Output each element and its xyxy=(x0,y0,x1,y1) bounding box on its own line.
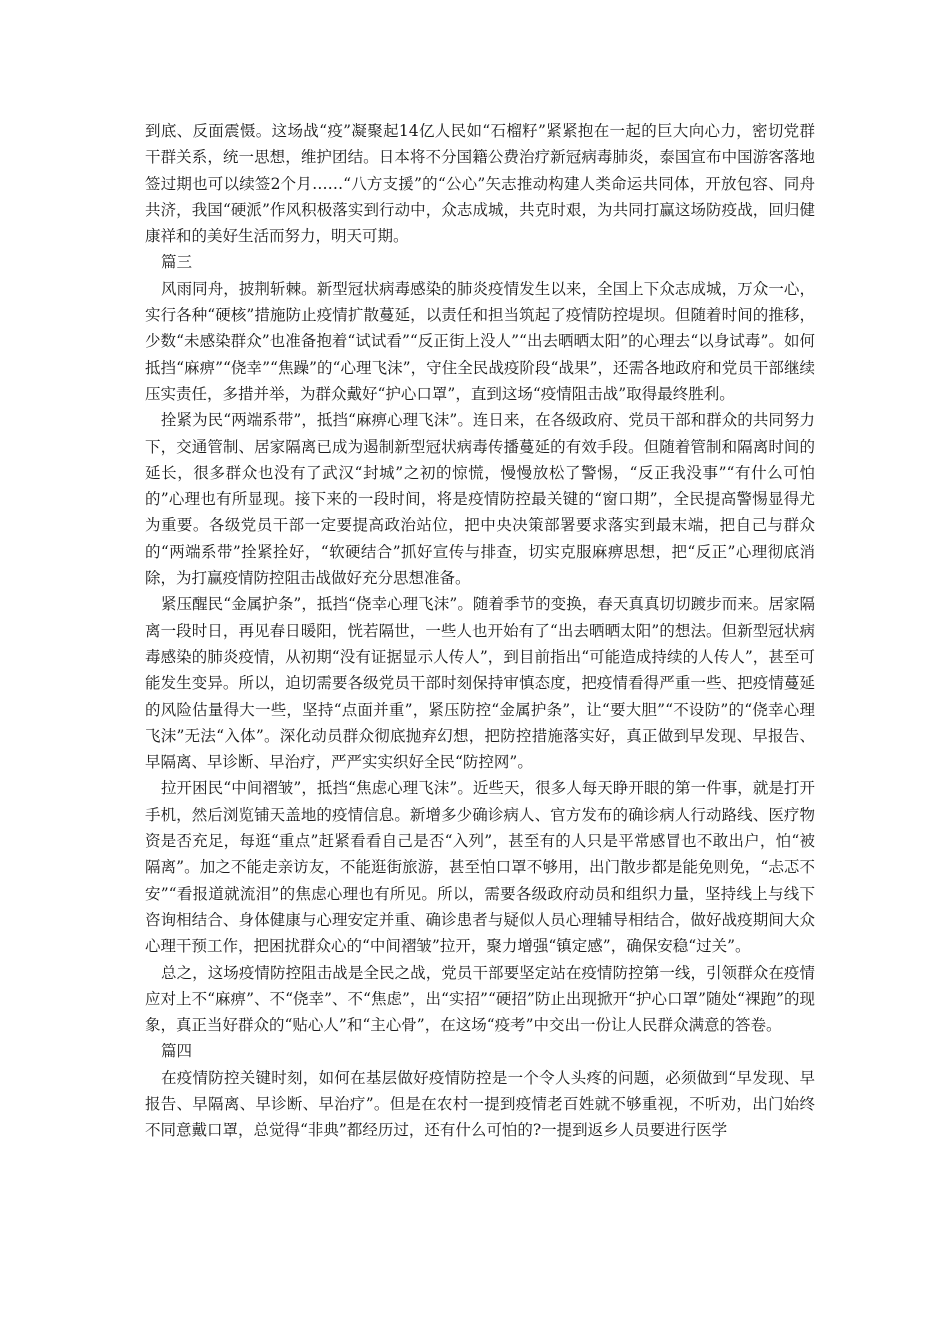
document-page xyxy=(145,118,815,1144)
paragraph-anxiety: 拉开困民“中间褶皱”，抵挡“焦虑心理飞沫”。近些天，很多人每天睁开眼的第一件事，就是打开手机，然后浏览铺天盖地的疫情信息。新增多少确诊病人、官方发布的确诊病人行动路线、医疗物资是否充足，每逛“重点”赶紧看看自己是否“入列”，甚至有的人只是平常感冒也不敢出户，怕“被隔离”。加之不能走亲访友，不能逛街旅游，甚至怕口罩不够用，出门散步都是能免则免，“忐忑不安”“看报道就流泪”的焦虑心理也有所见。所以，需要各级政府动员和组织力量，坚持线上与线下咨询相结合、身体健康与心理安定并重、确诊患者与疑似人员心理辅导相结合，做好战疫期间大众心理干预工作，把困扰群众心的“中间褶皱”拉开，聚力增强“镇定感”，确保安稳“过关”。 xyxy=(145,779,815,956)
paragraph-rural: 在疫情防控关键时刻，如何在基层做好疫情防控是一个令人头疼的问题，必须做到“早发现、早报告、早隔离、早诊断、早治疗”。但是在农村一提到疫情老百姓就不够重视，不听劝，出门始终不同意戴口罩，总觉得“非典”都经历过，还有什么可怕的?一提到返乡人员要进行医学 xyxy=(145,1068,815,1140)
section-heading-3: 篇三 xyxy=(161,253,193,272)
section-heading-4: 篇四 xyxy=(161,1042,193,1061)
paragraph-overview: 风雨同舟，披荆斩棘。新型冠状病毒感染的肺炎疫情发生以来，全国上下众志成城，万众一心，实行各种“硬核”措施防止疫情扩散蔓延，以责任和担当筑起了疫情防控堤坝。但随着时间的推移，少数“未感染群众”也准备抱着“试试看”“反正街上没人”“出去晒晒太阳”的心理去“以身试毒”。如何抵挡“麻痹”“侥幸”“焦躁”的“心理飞沫”，守住全民战疫阶段“战果”，还需各地政府和党员干部继续压实责任，多措并举，为群众戴好“护心口罩”，直到这场“疫情阻击战”取得最终胜利。 xyxy=(145,279,815,403)
paragraph-intro: 到底、反面震慑。这场战“疫”凝聚起14亿人民如“石榴籽”紧紧抱在一起的巨大向心力，密切党群干群关系，统一思想，维护团结。日本将不分国籍公费治疗新冠病毒肺炎，泰国宣布中国游客落地签过期也可以续签2个月……“八方支援”的“公心”矢志推动构建人类命运共同体，开放包容、同舟共济，我国“硬派”作风积极落实到行动中，众志成城，共克时艰，为共同打赢这场防疫战，回归健康祥和的美好生活而努力，明天可期。 xyxy=(145,122,815,246)
paragraph-luck: 紧压醒民“金属护条”，抵挡“侥幸心理飞沫”。随着季节的变换，春天真真切切踱步而来。居家隔离一段时日，再见春日暖阳，恍若隔世，一些人也开始有了“出去晒晒太阳”的想法。但新型冠状病毒感染的肺炎疫情，从初期“没有证据显示人传人”，到目前指出“可能造成持续的人传人”，甚至可能发生变异。所以，迫切需要各级党员干部时刻保持审慎态度，把疫情看得严重一些、把疫情蔓延的风险估量得大一些，坚持“点面并重”，紧压防控“金属护条”，让“要大胆”“不设防”的“侥幸心理飞沫”无法“入体”。深化动员群众彻底抛弃幻想，把防控措施落实好，真正做到早发现、早报告、早隔离、早诊断、早治疗，严严实实织好全民“防控网”。 xyxy=(145,595,815,772)
paragraph-numbness: 拴紧为民“两端系带”，抵挡“麻痹心理飞沫”。连日来，在各级政府、党员干部和群众的共同努力下，交通管制、居家隔离已成为遏制新型冠状病毒传播蔓延的有效手段。但随着管制和隔离时间的延长，很多群众也没有了武汉“封城”之初的惊慌，慢慢放松了警惕，“反正我没事”“有什么可怕的”心理也有所显现。接下来的一段时间，将是疫情防控最关键的“窗口期”，全民提高警惕显得尤为重要。各级党员干部一定要提高政治站位，把中央决策部署要求落实到最末端，把自己与群众的“两端系带”拴紧拴好，“软硬结合”抓好宣传与排查，切实克服麻痹思想，把“反正”心理彻底消除，为打赢疫情防控阻击战做好充分思想准备。 xyxy=(145,411,815,588)
paragraph-conclusion: 总之，这场疫情防控阻击战是全民之战，党员干部要坚定站在疫情防控第一线，引领群众在疫情应对上不“麻痹”、不“侥幸”、不“焦虑”，出“实招”“硬招”防止出现掀开“护心口罩”随处“裸跑”的现象，真正当好群众的“贴心人”和“主心骨”，在这场“疫考”中交出一份让人民群众满意的答卷。 xyxy=(145,963,815,1035)
